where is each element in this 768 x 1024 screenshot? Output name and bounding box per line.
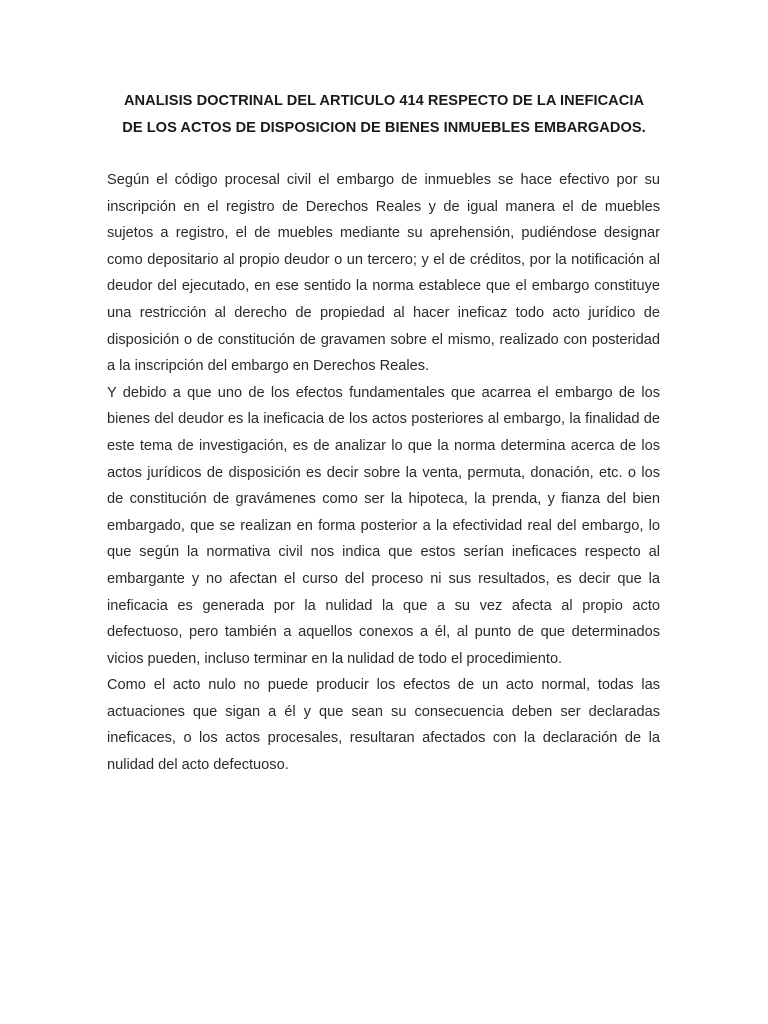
document-title xyxy=(100,88,668,141)
paragraph-2: Y debido a que uno de los efectos fundamentales que acarrea el embargo de los bienes del deudor es la ineficacia de los actos posteriores al embargo, la finalidad de este tema de investigación, es de analizar lo que la norma determina acerca de los actos jurídicos de disposición es decir sobre la venta, permuta, donación, etc. o los de constitución de gravámenes como ser la hipoteca, la prenda, y fianza del bien embargado, que se realizan en forma posterior a la efectividad real del embargo, lo que según la normativa civil nos indica que estos serían ineficaces respecto al embargante y no afectan el curso del proceso ni sus resultados, es decir que la ineficacia es generada por la nulidad la que a su vez afecta al propio acto defectuoso, pero también a aquellos conexos a él, al punto de que determinados vicios pueden, incluso terminar en la nulidad de todo el procedimiento. xyxy=(107,384,660,667)
paragraph-3: Como el acto nulo no puede producir los efectos de un acto normal, todas las actuaciones que sigan a él y que sean su consecuencia deben ser declaradas ineficaces, o los actos procesales, resultaran afectados con la declaración de la nulidad del acto defectuoso. xyxy=(107,677,660,774)
paragraph-1: Según el código procesal civil el embargo de inmuebles se hace efectivo por su inscripción en el registro de Derechos Reales y de igual manera el de muebles sujetos a registro, el de muebles mediante su aprehensión, pudiéndose designar como depositario al propio deudor o un tercero; y el de créditos, por la notificación al deudor del ejecutado, en ese sentido la norma establece que el embargo constituye una restricción al derecho de propiedad al hacer ineficaz todo acto jurídico de disposición o de constitución de gravamen sobre el mismo, realizado con posteridad a la inscripción del embargo en Derechos Reales. xyxy=(107,172,660,375)
title-line-1: ANALISIS DOCTRINAL DEL ARTICULO 414 RESPECTO DE LA INEFICACIA xyxy=(123,93,645,109)
title-line-2: DE LOS ACTOS DE DISPOSICION DE BIENES INMUEBLES EMBARGADOS. xyxy=(122,119,646,136)
document-body xyxy=(107,167,660,779)
